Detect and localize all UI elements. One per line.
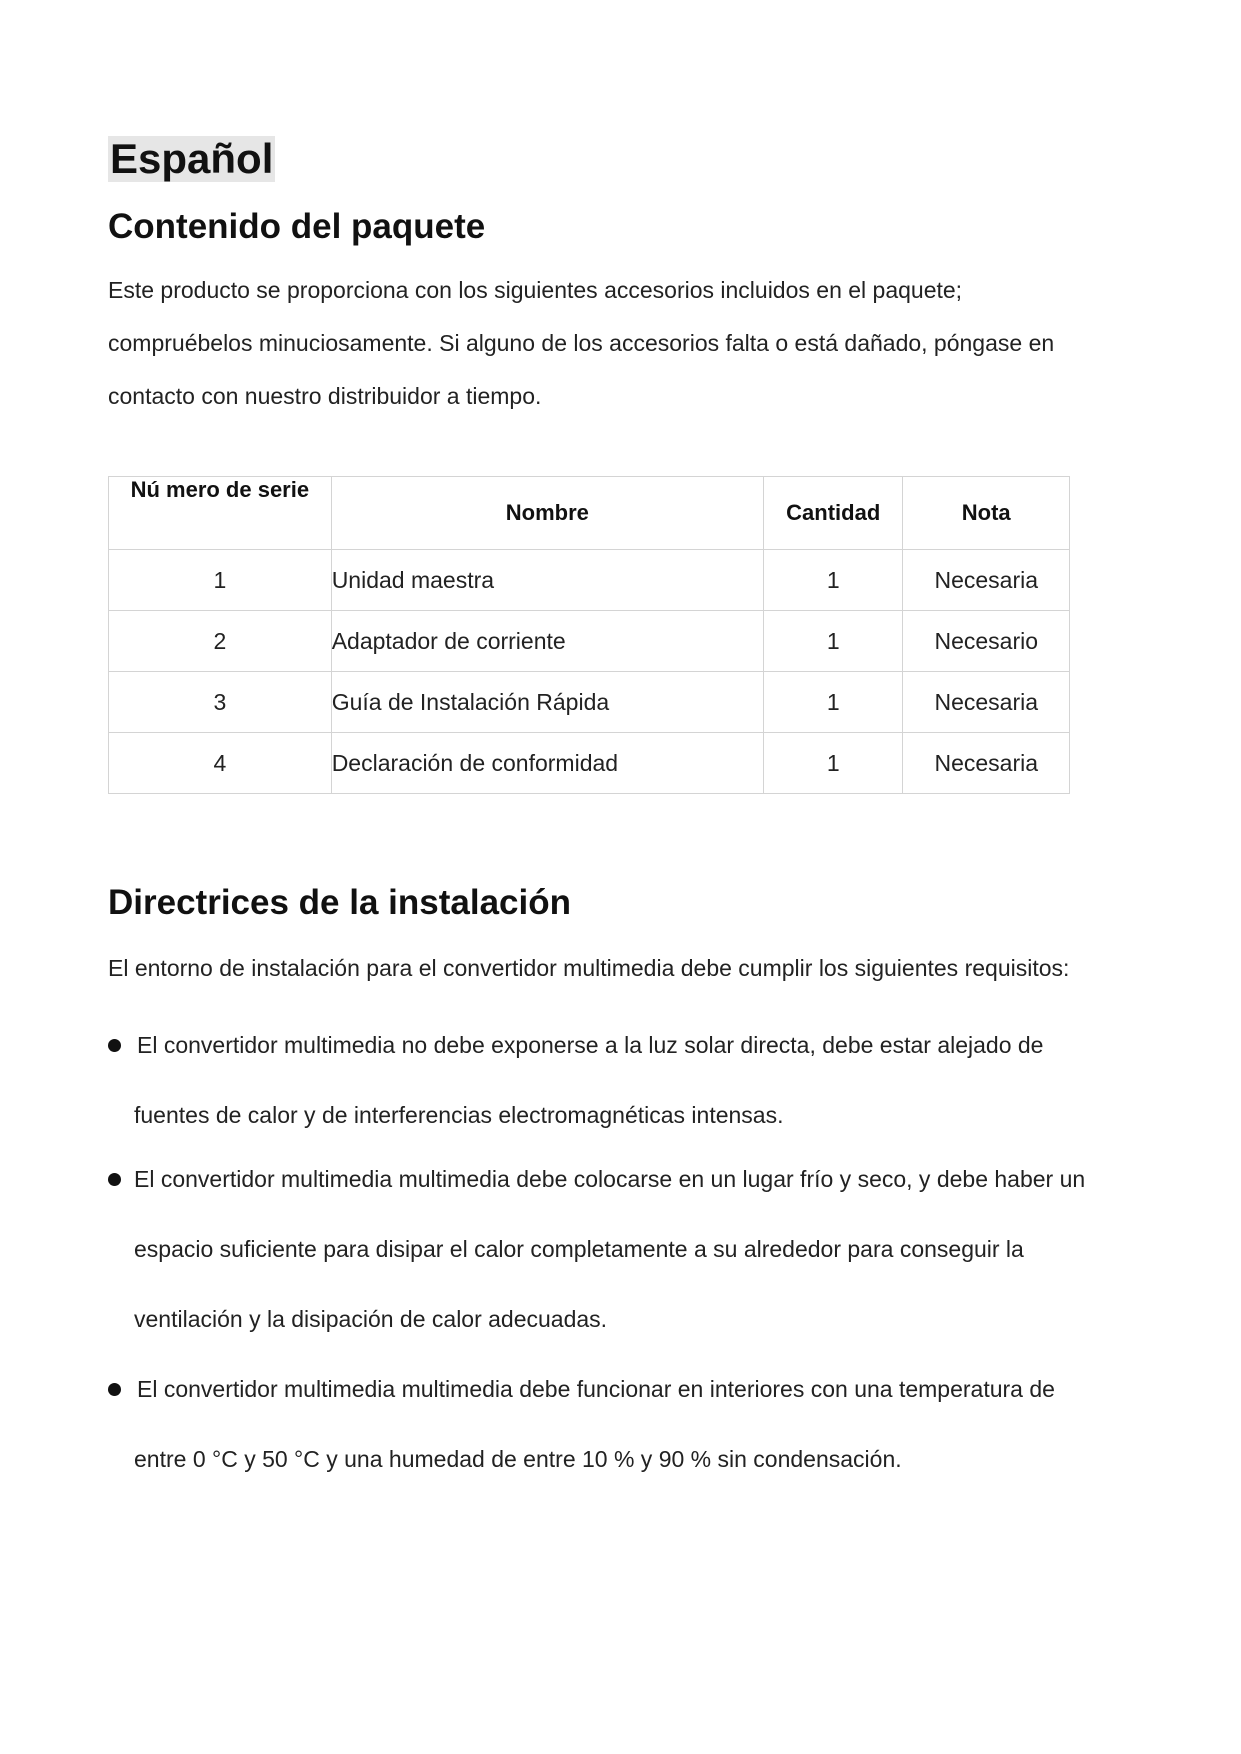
header-nota: Nota <box>903 477 1070 550</box>
bullet-line: entre 0 °C y 50 °C y una humedad de entre 10 % y 90 % sin condensación. <box>134 1446 902 1472</box>
cell-nombre: Adaptador de corriente <box>331 611 763 672</box>
header-nombre: Nombre <box>331 477 763 550</box>
installation-guidelines-title: Directrices de la instalación <box>108 883 571 922</box>
table-row <box>109 550 1070 611</box>
bullet-line: El convertidor multimedia no debe exponerse a la luz solar directa, debe estar alejado de <box>137 1032 1044 1058</box>
bullet-line: fuentes de calor y de interferencias electromagnéticas intensas. <box>134 1102 784 1128</box>
cell-cantidad: 1 <box>764 733 903 794</box>
cell-nota: Necesaria <box>903 733 1070 794</box>
table-row <box>109 611 1070 672</box>
bullet-line: El convertidor multimedia multimedia debe colocarse en un lugar frío y seco, y debe haber un <box>134 1166 1086 1192</box>
package-intro-line: Este producto se proporciona con los siguientes accesorios incluidos en el paquete; <box>108 277 963 303</box>
cell-serie: 4 <box>109 733 332 794</box>
table-header-row <box>109 477 1070 550</box>
language-heading: Español <box>110 135 274 182</box>
cell-nota: Necesario <box>903 611 1070 672</box>
cell-cantidad: 1 <box>764 550 903 611</box>
cell-serie: 1 <box>109 550 332 611</box>
package-contents-title: Contenido del paquete <box>108 207 486 246</box>
cell-nombre: Unidad maestra <box>331 550 763 611</box>
cell-cantidad: 1 <box>764 672 903 733</box>
cell-nombre: Declaración de conformidad <box>331 733 763 794</box>
header-cantidad: Cantidad <box>764 477 903 550</box>
bullet-dot-icon <box>108 1383 121 1396</box>
package-contents-table <box>108 476 1070 794</box>
cell-serie: 3 <box>109 672 332 733</box>
bullet-line: ventilación y la disipación de calor adecuadas. <box>134 1306 608 1332</box>
bullet-line: espacio suficiente para disipar el calor completamente a su alrededor para conseguir la <box>134 1236 1024 1262</box>
bullet-line: El convertidor multimedia multimedia debe funcionar en interiores con una temperatura de <box>137 1376 1055 1402</box>
bullet-dot-icon <box>108 1039 121 1052</box>
package-intro-line: contacto con nuestro distribuidor a tiempo. <box>108 383 542 409</box>
cell-serie: 2 <box>109 611 332 672</box>
cell-cantidad: 1 <box>764 611 903 672</box>
installation-intro: El entorno de instalación para el convertidor multimedia debe cumplir los siguientes requisitos: <box>108 955 1070 981</box>
table-row <box>109 733 1070 794</box>
bullet-dot-icon <box>108 1173 121 1186</box>
cell-nota: Necesaria <box>903 550 1070 611</box>
header-serie: Nú mero de serie <box>109 477 332 550</box>
package-intro-line: compruébelos minuciosamente. Si alguno de los accesorios falta o está dañado, póngase en <box>108 330 1055 356</box>
table-row <box>109 672 1070 733</box>
cell-nota: Necesaria <box>903 672 1070 733</box>
cell-nombre: Guía de Instalación Rápida <box>331 672 763 733</box>
